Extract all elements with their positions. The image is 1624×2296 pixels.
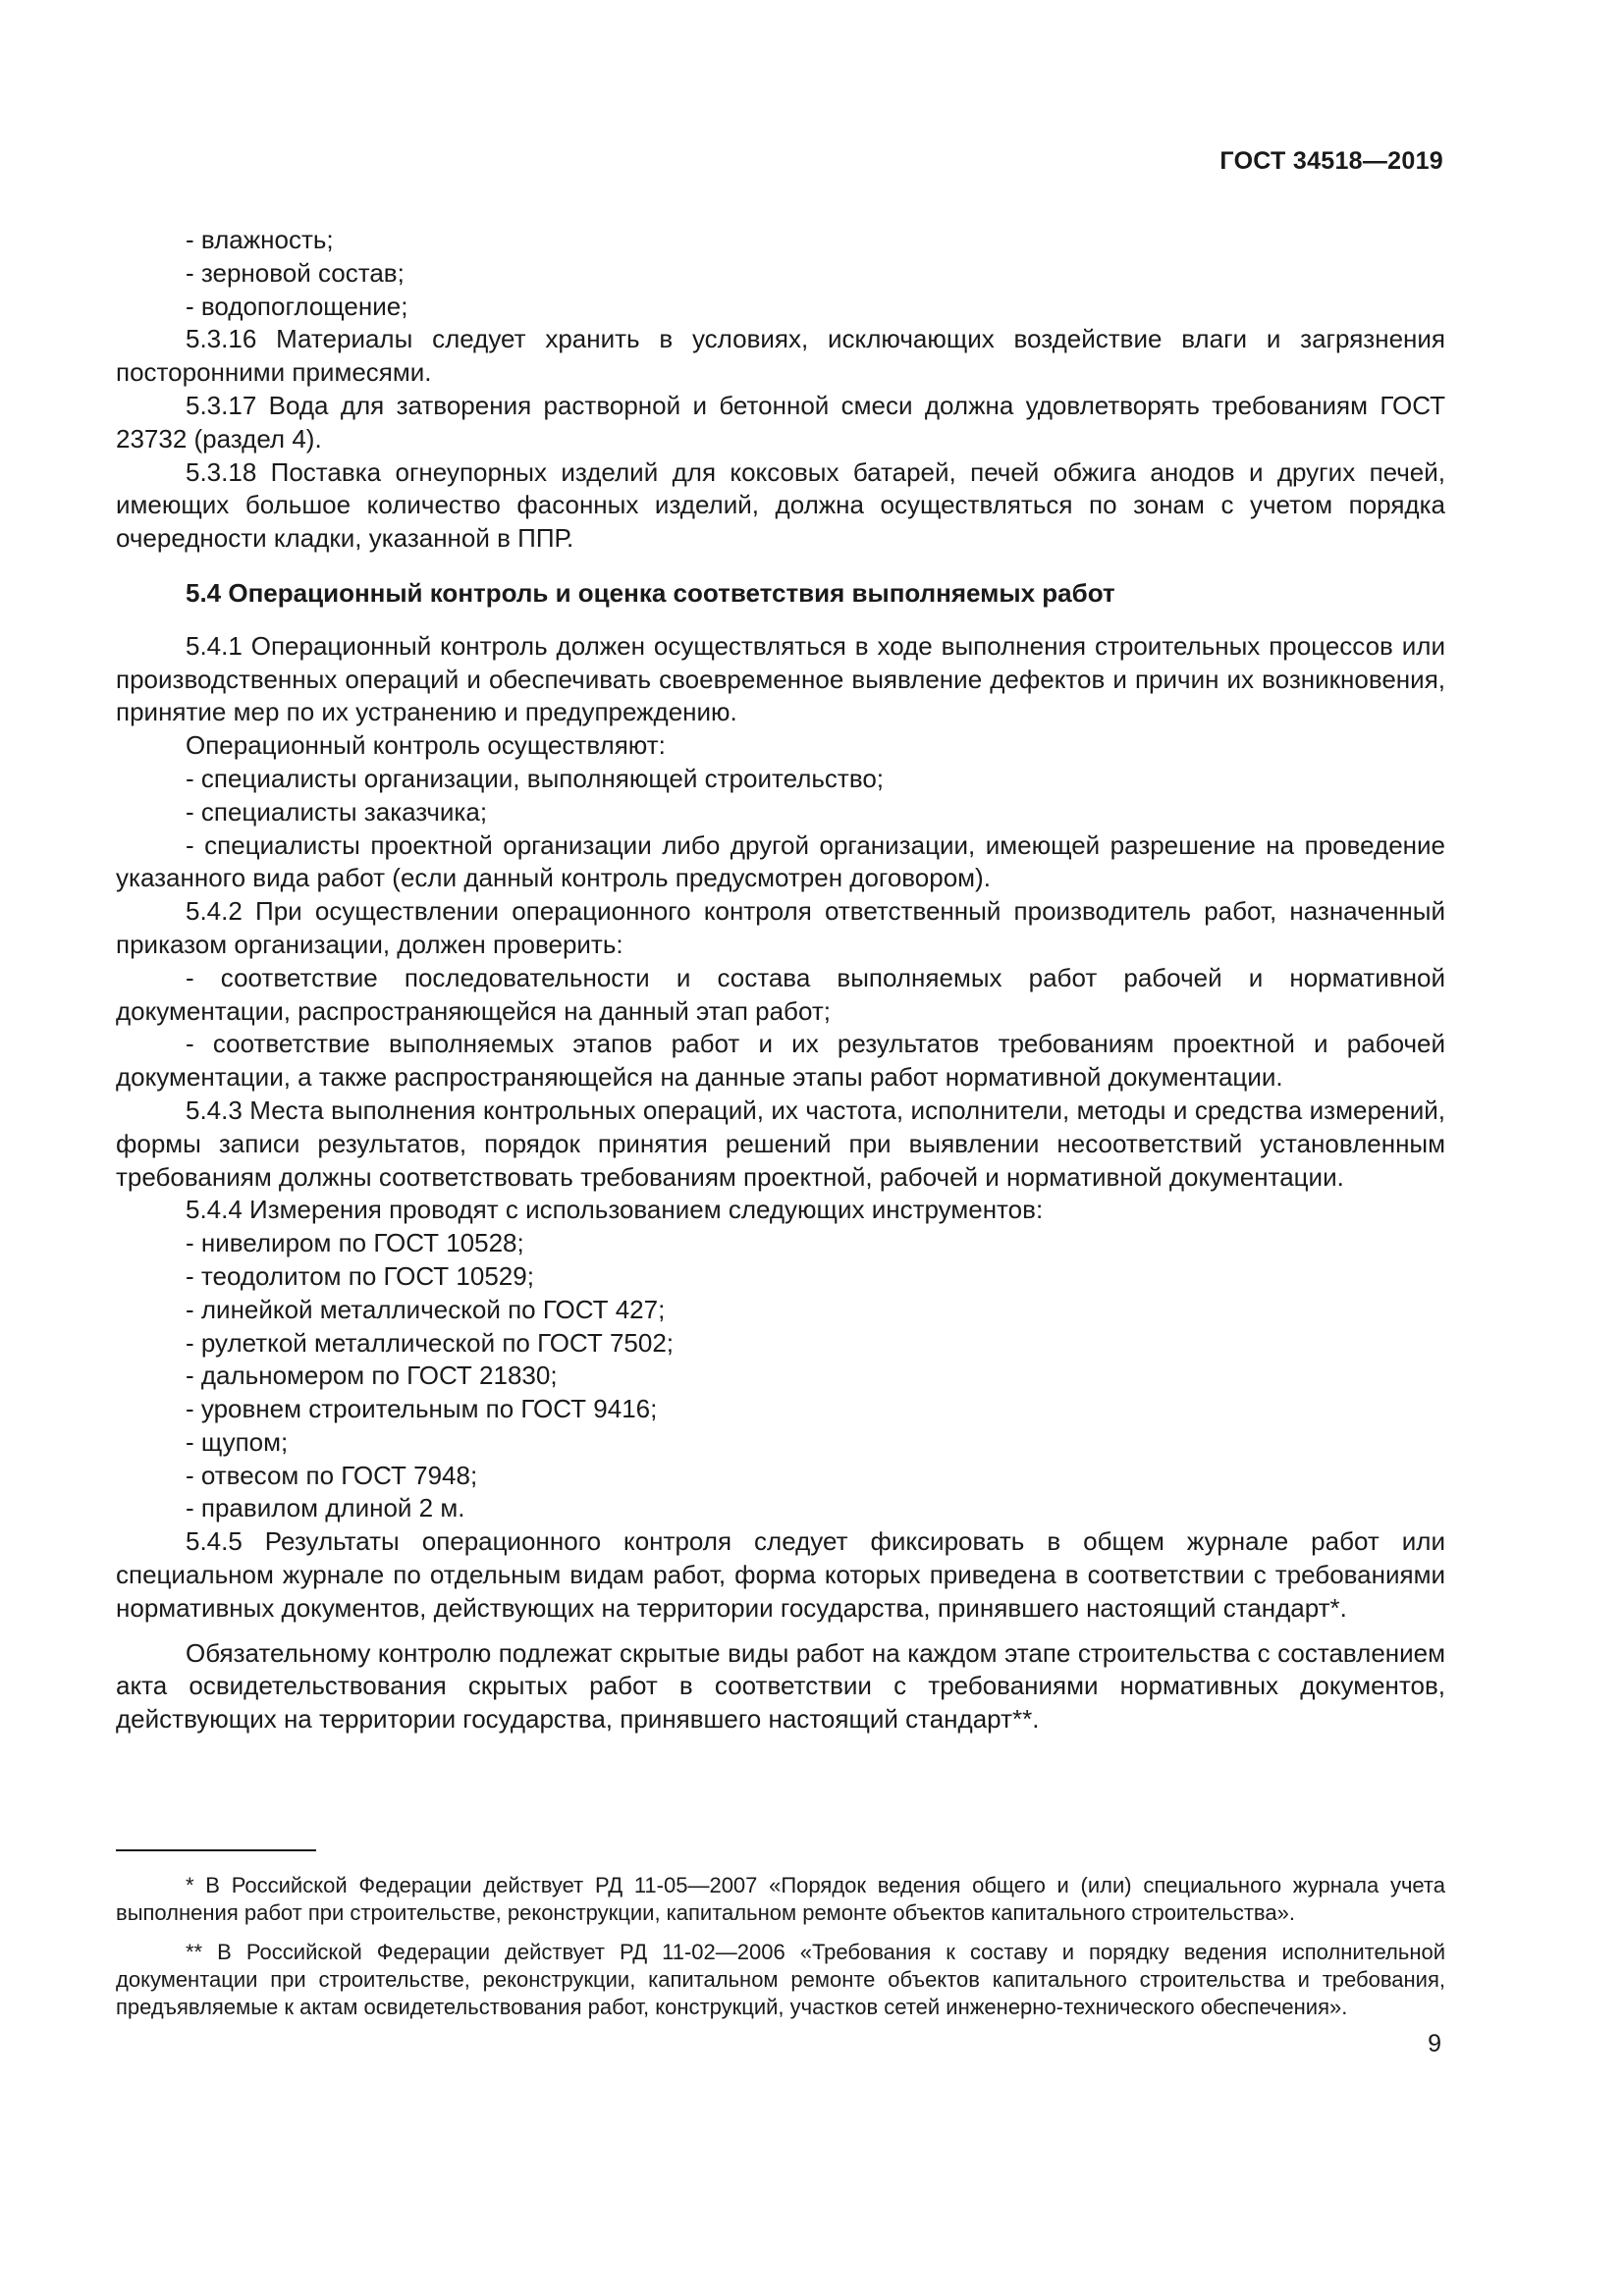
- list-item: - нивелиром по ГОСТ 10528;: [186, 1228, 524, 1258]
- paragraph-5-4-4: 5.4.4 Измерения проводят с использованием следующих инструментов:: [186, 1195, 1044, 1225]
- list-item: - специалисты организации, выполняющей строительство;: [186, 763, 885, 793]
- list-item: - соответствие выполняемых этапов работ и их результатов требованиям проектной и рабочей документации, а также распространяющейся на данные этапы работ нормативной документации.: [116, 1029, 1445, 1093]
- list-item: - рулеткой металлической по ГОСТ 7502;: [186, 1327, 675, 1358]
- paragraph-5-4-2: 5.4.2 При осуществлении операционного контроля ответственный производитель работ, назначенный приказом организации, должен проверить:: [116, 896, 1445, 959]
- paragraph-operational-control: Операционный контроль осуществляют:: [186, 730, 666, 761]
- list-item: - специалисты заказчика;: [186, 796, 488, 827]
- footnote-2: ** В Российской Федерации действует РД 11-02—2006 «Требования к составу и порядку ведения исполнительной документации при строительстве, реконструкции, капитальном ремонте объектов капитального строительства и требования, предъявляемые к актам освидетельствования работ, конструкций, участков сетей инженерно-технического обеспечения».: [116, 1940, 1445, 2019]
- paragraph-5-3-18: 5.3.18 Поставка огнеупорных изделий для коксовых батарей, печей обжига анодов и других печей, имеющих большое количество фасонных изделий, должна осуществляться по зонам с учетом порядка очередности кладки, указанной в ППР.: [116, 456, 1445, 554]
- list-item: - уровнем строительным по ГОСТ 9416;: [186, 1394, 658, 1424]
- paragraph-5-3-17: 5.3.17 Вода для затворения растворной и бетонной смеси должна удовлетворять требованиям ГОСТ 23732 (раздел 4).: [116, 390, 1445, 454]
- paragraph-5-4-3: 5.4.3 Места выполнения контрольных операций, их частота, исполнители, методы и средства измерений, формы записи результатов, порядок принятия решений при выявлении несоответствий установленным требованиям должны соответствовать требованиям проектной, рабочей и нормативной документации.: [116, 1095, 1445, 1192]
- footnote-separator: [116, 1849, 316, 1851]
- list-item: - соответствие последовательности и состава выполняемых работ рабочей и нормативной документации, распространяющейся на данный этап работ;: [116, 962, 1445, 1026]
- footnote-1: * В Российской Федерации действует РД 11-05—2007 «Порядок ведения общего и (или) специального журнала учета выполнения работ при строительстве, реконструкции, капитальном ремонте объектов капитального строительства».: [116, 1873, 1445, 1925]
- list-item: - дальномером по ГОСТ 21830;: [186, 1361, 558, 1391]
- paragraph-mandatory-control: Обязательному контролю подлежат скрытые виды работ на каждом этапе строительства с составлением акта освидетельствования скрытых работ в соответствии с требованиями нормативных документов, действующих на территории государства, принявшего настоящий стандарт**.: [116, 1637, 1445, 1735]
- list-item: - зерновой состав;: [186, 257, 405, 288]
- footnotes: [116, 1872, 1445, 2033]
- list-item: - щупом;: [186, 1426, 289, 1457]
- list-item: - водопоглощение;: [186, 291, 408, 321]
- document-number-header: ГОСТ 34518—2019: [1219, 147, 1443, 175]
- list-item: - влажность;: [186, 225, 334, 254]
- page-number: 9: [1428, 2030, 1441, 2057]
- paragraph-5-3-16: 5.3.16 Материалы следует хранить в условиях, исключающих воздействие влаги и загрязнения посторонними примесями.: [116, 324, 1445, 388]
- list-item: - теодолитом по ГОСТ 10529;: [186, 1260, 534, 1291]
- list-item: - правилом длиной 2 м.: [186, 1493, 465, 1523]
- paragraph-5-4-1: 5.4.1 Операционный контроль должен осуществляться в ходе выполнения строительных процессов или производственных операций и обеспечивать своевременное выявление дефектов и причин их возникновения, принятие мер по их устранению и предупреждению.: [116, 630, 1445, 727]
- section-heading-5-4: 5.4 Операционный контроль и оценка соответствия выполняемых работ: [186, 577, 1115, 608]
- list-item: - отвесом по ГОСТ 7948;: [186, 1460, 478, 1490]
- list-item: - линейкой металлической по ГОСТ 427;: [186, 1294, 666, 1324]
- document-body: [116, 224, 1445, 1736]
- paragraph-5-4-5: 5.4.5 Результаты операционного контроля следует фиксировать в общем журнале работ или специальном журнале по отдельным видам работ, форма которых приведена в соответствии с требованиями нормативных документов, действующих на территории государства, принявшего настоящий стандарт*.: [116, 1526, 1445, 1623]
- list-item: - специалисты проектной организации либо другой организации, имеющей разрешение на проведение указанного вида работ (если данный контроль предусмотрен договором).: [116, 829, 1445, 893]
